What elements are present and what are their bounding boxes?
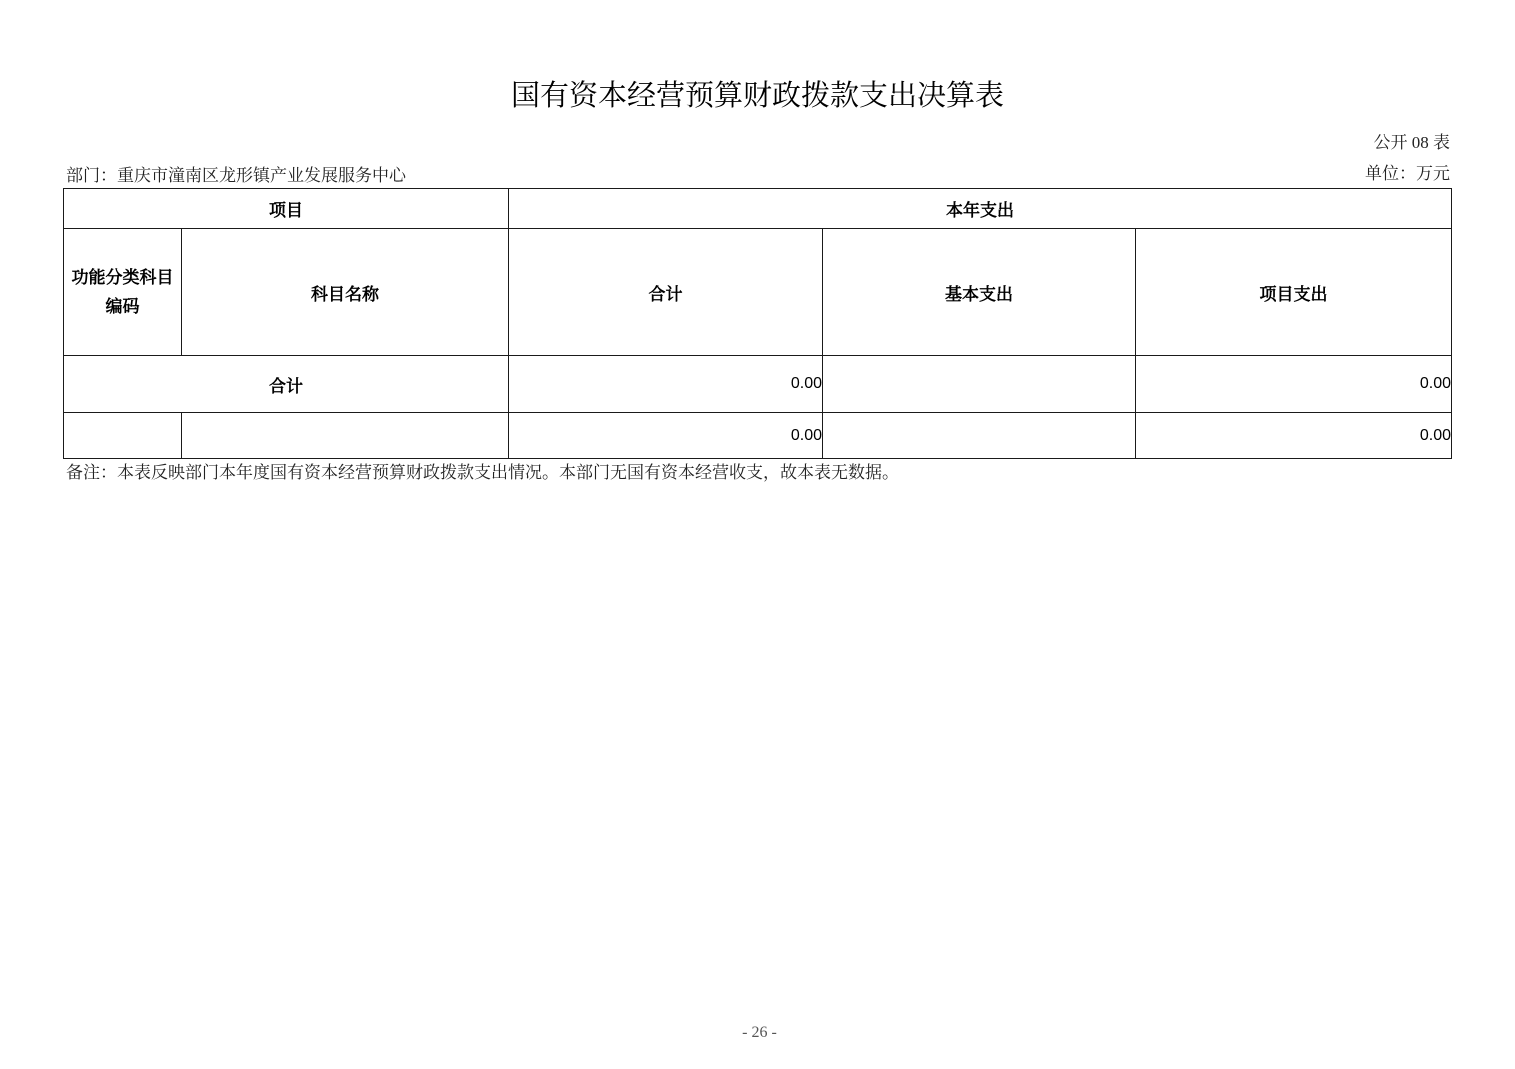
total-row-project: 0.00 (1136, 356, 1452, 413)
row-name (182, 413, 509, 459)
table-row (64, 413, 1452, 459)
header-subject-name: 科目名称 (182, 229, 509, 356)
row-basic (823, 413, 1136, 459)
header-project-expenditure: 项目支出 (1136, 229, 1452, 356)
budget-table (63, 188, 1452, 459)
total-row-total: 0.00 (509, 356, 823, 413)
header-function-code-line1: 功能分类科目 (71, 268, 174, 287)
table-code: 公开 08 表 (1373, 133, 1450, 152)
row-total: 0.00 (509, 413, 823, 459)
row-project: 0.00 (1136, 413, 1452, 459)
header-project: 项目 (64, 189, 509, 229)
total-row-basic (823, 356, 1136, 413)
header-row-1 (64, 189, 1452, 229)
row-code (64, 413, 182, 459)
page-number: - 26 - (742, 1024, 777, 1041)
header-basic-expenditure: 基本支出 (823, 229, 1136, 356)
unit-label: 单位：万元 (1365, 164, 1450, 183)
header-function-code (64, 229, 182, 356)
header-row-2 (64, 229, 1452, 356)
department-label: 部门：重庆市潼南区龙形镇产业发展服务中心 (66, 166, 406, 185)
table-note: 备注：本表反映部门本年度国有资本经营预算财政拨款支出情况。本部门无国有资本经营收支，故本表无数据。 (66, 463, 899, 482)
header-current-year-expenditure: 本年支出 (509, 189, 1452, 229)
document-title: 国有资本经营预算财政拨款支出决算表 (510, 80, 1004, 112)
total-row-label: 合计 (64, 356, 509, 413)
header-function-code-line2: 编码 (105, 297, 140, 316)
total-row (64, 356, 1452, 413)
header-total: 合计 (509, 229, 823, 356)
